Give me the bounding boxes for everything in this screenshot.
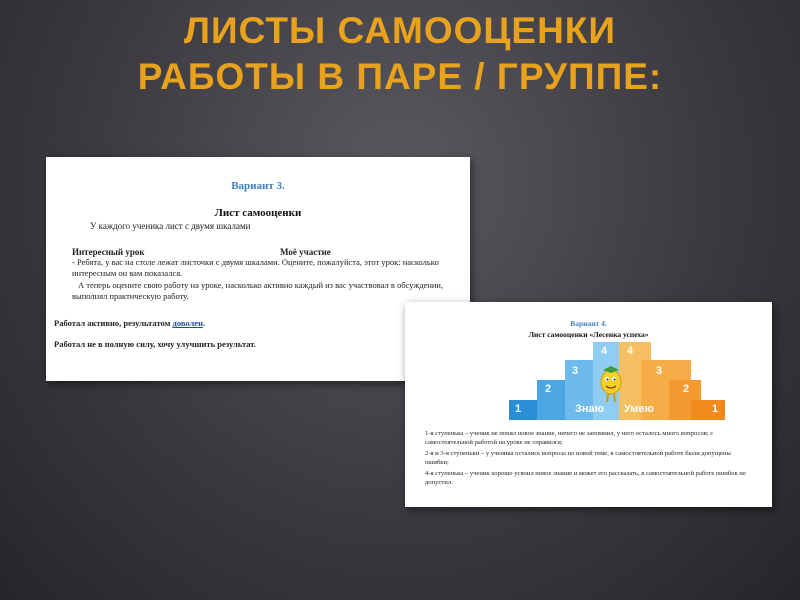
variant4-heading: Вариант 4. xyxy=(570,319,607,328)
ladder-note-step2-3: 2-я и 3-я ступеньки – у ученика остались вопросы по новой теме, в самостоятельной работе были допущены ошибки; xyxy=(425,450,731,466)
can-label: Умею xyxy=(624,403,654,415)
slide-title-line1: ЛИСТЫ САМООЦЕНКИ xyxy=(184,10,616,51)
left-step-2-number: 2 xyxy=(545,383,552,395)
right-step-2-number: 2 xyxy=(683,383,690,395)
result-active xyxy=(54,318,205,328)
result-active-word: доволен xyxy=(172,318,203,328)
result-active-prefix: Работал активно, результатом xyxy=(54,318,173,328)
interesting-lesson-label: Интересный урок xyxy=(72,247,145,257)
variant4-sheet-title: Лист самооценки «Лесенка успеха» xyxy=(528,330,649,339)
variant3-paragraph1: - Ребята, у вас на столе лежат листочки с двумя шкалами. Оцените, пожалуйста, этот урок: насколько интересным он вам показался. xyxy=(72,257,439,278)
know-label: Знаю xyxy=(575,403,605,415)
variant3-sheet-title: Лист самооценки xyxy=(214,207,302,219)
variant4-card xyxy=(405,302,772,507)
variant3-heading: Вариант 3. xyxy=(231,180,285,192)
left-step-3-number: 3 xyxy=(572,365,579,377)
variant3-subtitle: У каждого ученика лист с двумя шкалами xyxy=(90,221,251,231)
result-improve: Работал не в полную силу, хочу улучшить результат. xyxy=(54,339,256,349)
right-step-3-number: 3 xyxy=(656,365,663,377)
slide-title-line2: РАБОТЫ В ПАРЕ / ГРУППЕ: xyxy=(137,56,663,97)
left-step-4-number: 4 xyxy=(601,345,608,357)
ladder-note-step1: 1-я ступенька – ученик не понял новое знание, ничего не запомнил, у него осталось много вопросов; с самостоятельной работой на уроке не справился; xyxy=(425,430,714,446)
variant3-paragraph2: А теперь оцените свою работу на уроке, насколько активно каждый из вас участвовал в обсуждении, выполнял практическую работу. xyxy=(72,280,444,301)
right-step-1-number: 1 xyxy=(712,403,719,415)
ladder-note-step4: 4-я ступенька – ученик хорошо усвоил новое знание и может его рассказать, в самостоятельной работе ошибок не допустил. xyxy=(425,470,746,486)
result-active-suffix: . xyxy=(202,318,206,328)
ladder-right-step-1 xyxy=(691,400,725,420)
ladder-notes xyxy=(425,430,755,491)
my-participation-label: Моё участие xyxy=(280,247,331,257)
left-step-1-number: 1 xyxy=(515,403,522,415)
pencil-mascot-icon xyxy=(595,364,627,404)
slide-title xyxy=(0,8,800,100)
right-step-4-number: 4 xyxy=(627,345,634,357)
